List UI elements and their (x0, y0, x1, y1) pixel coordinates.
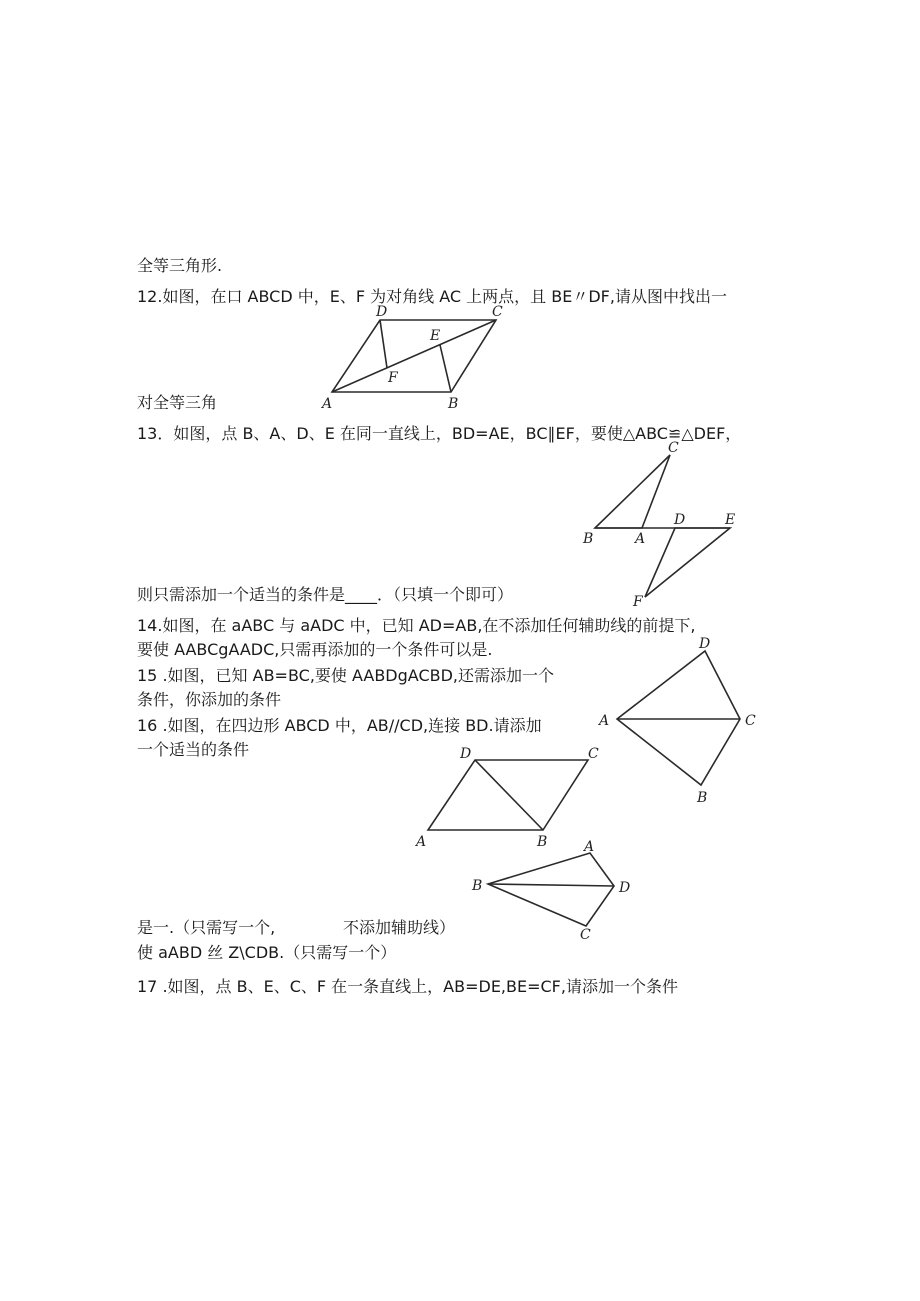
label-b: B (472, 878, 483, 894)
label-e: E (430, 328, 441, 344)
label-c: C (588, 746, 599, 762)
label-a: A (416, 834, 427, 850)
label-d: D (460, 746, 472, 762)
question-15-text-2: 条件，你添加的条件 (137, 690, 282, 709)
label-b: B (697, 790, 708, 806)
segment-be (440, 345, 451, 392)
label-f: F (388, 370, 398, 386)
label-c: C (745, 713, 756, 729)
label-d: D (376, 304, 388, 320)
text-line-duiquandeng: 对全等三角 (137, 393, 218, 412)
label-b: B (448, 396, 459, 412)
question-13-answer-line: 则只需添加一个适当的条件是____．（只填一个即可） (137, 585, 514, 604)
question-17-condition-line: 使 aABD 丝 Z\CDB.（只需写一个） (137, 943, 397, 962)
quadrilateral-badc (488, 853, 614, 926)
question-16-text-2: 一个适当的条件 (137, 740, 250, 759)
question-14-text: 14.如图，在 aABC 与 aADC 中，已知 AD=AB,在不添加任何辅助线的前提下, (137, 616, 696, 635)
figure-16-quadrilateral (410, 740, 610, 850)
label-c: C (492, 304, 503, 320)
label-a: A (599, 713, 610, 729)
label-a: A (584, 839, 595, 855)
figure-13-triangles (575, 440, 755, 610)
label-e: E (725, 512, 736, 528)
label-d: D (619, 880, 631, 896)
label-a: A (635, 531, 646, 547)
segment-df (380, 320, 387, 368)
question-13-text: 13．如图，点 B、A、D、E 在同一直线上，BD=AE，BC∥EF，要使△ABC≌△DEF， (137, 424, 742, 443)
figure-15-quadrilateral (595, 632, 765, 807)
question-14-text-2: 要使 AABCgAADC,只需再添加的一个条件可以是. (137, 640, 493, 659)
question-16-text: 16 .如图，在四边形 ABCD 中，AB//CD,连接 BD.请添加 (137, 716, 542, 735)
figure-17-quadrilateral (468, 839, 643, 943)
label-b: B (537, 834, 548, 850)
label-c: C (668, 440, 679, 456)
question-17-text: 17 .如图，点 B、E、C、F 在一条直线上，AB=DE,BE=CF,请添加一个条件 (137, 977, 678, 996)
question-15-text: 15 .如图，已知 AB=BC,要使 AABDgACBD,还需添加一个 (137, 666, 554, 685)
question-12-text: 12.如图，在口 ABCD 中，E、F 为对角线 AC 上两点，且 BE〃DF,请从图中找出一 (137, 287, 727, 306)
figure-12-parallelogram (320, 300, 520, 415)
triangle-def (645, 528, 730, 597)
label-c: C (580, 927, 591, 943)
label-f: F (633, 594, 643, 610)
label-a: A (322, 396, 333, 412)
question-16-answer-line: 是一.（只需写一个, (137, 918, 276, 937)
question-16-note: 不添加辅助线） (343, 918, 456, 937)
label-d: D (699, 636, 711, 652)
text-line-quanderng: 全等三角形. (137, 256, 223, 275)
quadrilateral-adcb (617, 651, 740, 785)
label-b: B (583, 531, 594, 547)
triangle-abc (595, 455, 670, 528)
label-d: D (674, 512, 686, 528)
diagonal-bd (488, 884, 614, 886)
diagonal-bd (475, 760, 543, 830)
